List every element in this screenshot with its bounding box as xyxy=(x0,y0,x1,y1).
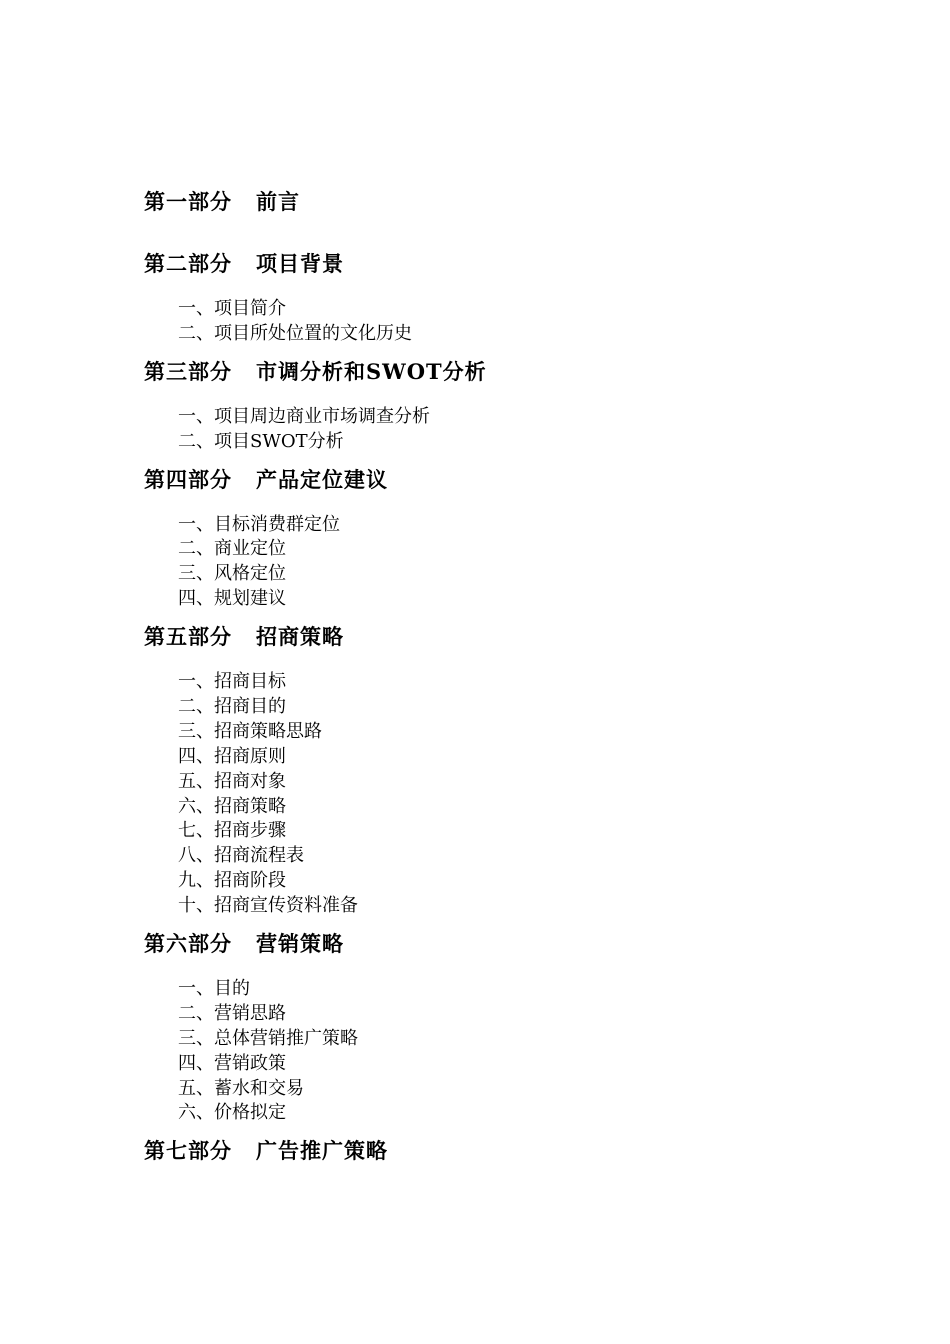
toc-item: 九、招商阶段 xyxy=(178,870,286,892)
toc-item: 六、价格拟定 xyxy=(178,1102,286,1124)
part-heading xyxy=(144,464,904,494)
part-label: 第七部分 xyxy=(144,1138,232,1164)
part-label: 第五部分 xyxy=(144,624,232,650)
part-heading xyxy=(144,928,904,958)
part-heading xyxy=(144,356,904,386)
toc-item: 六、招商策略 xyxy=(178,795,286,817)
toc-item: 二、营销思路 xyxy=(178,1002,286,1024)
toc-item: 一、招商目标 xyxy=(178,671,286,693)
part-heading xyxy=(144,248,904,278)
part-heading xyxy=(144,621,904,651)
toc-item: 七、招商步骤 xyxy=(178,820,286,842)
toc-item: 三、总体营销推广策略 xyxy=(178,1027,358,1049)
toc-item: 一、目的 xyxy=(178,978,250,1000)
toc-item: 三、招商策略思路 xyxy=(178,720,322,742)
part-heading xyxy=(144,1135,904,1165)
part-title: 产品定位建议 xyxy=(256,466,388,492)
part-item-list xyxy=(144,297,904,347)
toc-item: 五、蓄水和交易 xyxy=(178,1077,304,1099)
toc-item: 八、招商流程表 xyxy=(178,845,304,867)
toc-part xyxy=(144,464,904,622)
toc-part xyxy=(144,928,904,1135)
toc-item: 二、项目SWOT分析 xyxy=(178,430,344,452)
toc-part xyxy=(144,1135,904,1197)
toc-item: 十、招商宣传资料准备 xyxy=(178,895,358,917)
toc-item: 二、项目所处位置的文化历史 xyxy=(178,322,412,344)
toc-item: 四、招商原则 xyxy=(178,745,286,767)
part-title: 招商策略 xyxy=(256,624,344,650)
part-label: 第六部分 xyxy=(144,931,232,957)
toc-part xyxy=(144,621,904,928)
part-title: 项目背景 xyxy=(256,251,344,276)
table-of-contents xyxy=(144,186,904,1197)
part-item-list xyxy=(144,405,904,455)
part-item-list xyxy=(144,670,904,919)
part-heading xyxy=(144,186,904,216)
toc-part xyxy=(144,356,904,464)
toc-item: 三、风格定位 xyxy=(178,563,286,585)
toc-item: 四、营销政策 xyxy=(178,1052,286,1074)
toc-part xyxy=(144,186,904,248)
part-title: 市调分析和SWOT分析 xyxy=(256,358,487,384)
toc-item: 一、项目简介 xyxy=(178,298,286,319)
part-item-list xyxy=(144,977,904,1126)
toc-item: 一、项目周边商业市场调查分析 xyxy=(178,405,430,427)
part-title: 前言 xyxy=(256,189,300,214)
part-label: 第三部分 xyxy=(144,358,232,384)
part-label: 第二部分 xyxy=(144,251,232,276)
toc-item: 四、规划建议 xyxy=(178,588,286,610)
toc-part xyxy=(144,248,904,356)
toc-item: 二、商业定位 xyxy=(178,538,286,560)
part-title: 营销策略 xyxy=(256,931,344,957)
toc-item: 一、目标消费群定位 xyxy=(178,513,340,535)
part-title: 广告推广策略 xyxy=(256,1138,388,1164)
toc-item: 五、招商对象 xyxy=(178,770,286,792)
part-item-list xyxy=(144,513,904,613)
part-label: 第一部分 xyxy=(144,189,232,214)
toc-item: 二、招商目的 xyxy=(178,696,286,718)
part-label: 第四部分 xyxy=(144,466,232,492)
